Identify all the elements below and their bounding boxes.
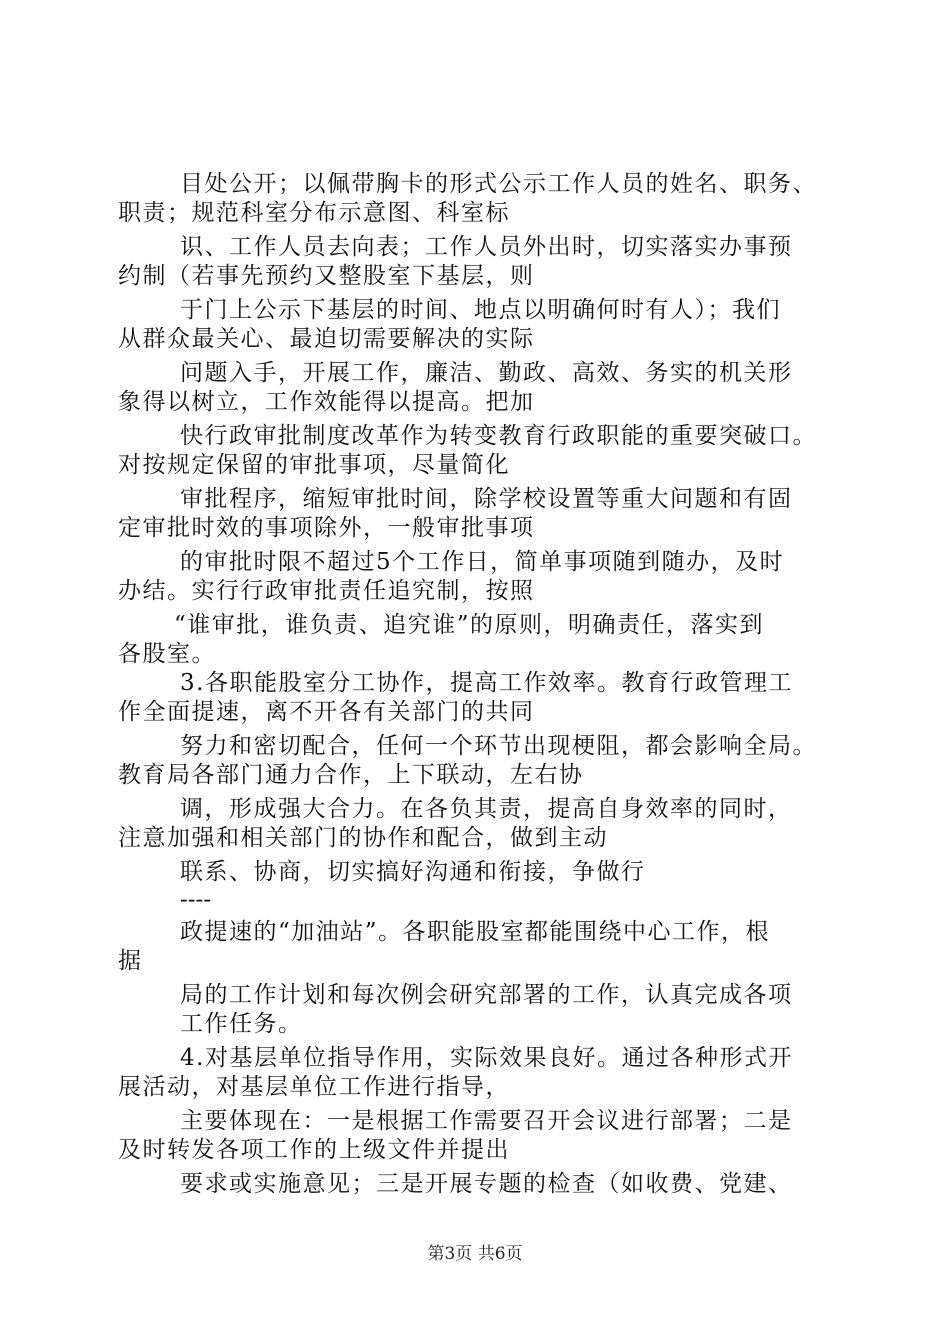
- text-line: 快行政审批制度改革作为转变教育行政职能的重要突破口。: [180, 423, 817, 449]
- text-line: 目处公开；以佩带胸卡的形式公示工作人员的姓名、职务、: [180, 171, 817, 197]
- text-line: 主要体现在：一是根据工作需要召开会议进行部署；二是: [180, 1108, 793, 1134]
- text-line: 3.各职能股室分工协作，提高工作效率。教育行政管理工: [180, 670, 793, 696]
- body-text: [118, 170, 838, 1199]
- text-line: 象得以树立，工作效能得以提高。把加: [118, 389, 535, 415]
- text-line: “谁审批，谁负责、追究谁”的原则，明确责任，落实到: [174, 612, 765, 638]
- text-line: 从群众最关心、最迫切需要解决的实际: [118, 326, 535, 352]
- dash-separator: ----: [180, 887, 212, 913]
- text-line: 作全面提速，离不开各有关部门的共同: [118, 699, 535, 725]
- text-line: 展活动，对基层单位工作进行指导，: [118, 1074, 510, 1100]
- text-line: 4.对基层单位指导作用，实际效果良好。通过各种形式开: [180, 1045, 793, 1071]
- text-line: 据: [118, 948, 143, 974]
- text-line: 联系、协商，切实搞好沟通和衔接，争做行: [180, 859, 646, 885]
- text-line: 局的工作计划和每次例会研究部署的工作，认真完成各项: [180, 982, 793, 1008]
- text-line: 约制（若事先预约又整股室下基层，则: [118, 263, 535, 289]
- page-footer: [0, 1243, 950, 1265]
- text-line: 政提速的“加油站”。各职能股室都能围绕中心工作，根: [180, 919, 771, 945]
- text-line: 审批程序，缩短审批时间，除学校设置等重大问题和有固: [180, 486, 793, 512]
- text-line: 于门上公示下基层的时间、地点以明确何时有人）；我们: [180, 297, 781, 323]
- text-line: 各股室。: [118, 641, 216, 667]
- text-line: 要求或实施意见；三是开展专题的检查（如收费、党建、: [180, 1171, 793, 1197]
- text-line: 办结。实行行政审批责任追究制，按照: [118, 578, 535, 604]
- text-line: 对按规定保留的审批事项，尽量简化: [118, 452, 510, 478]
- text-line: 工作任务。: [180, 1011, 303, 1037]
- text-line: 的审批时限不超过5个工作日，简单事项随到随办，及时: [180, 549, 785, 575]
- text-line: 调，形成强大合力。在各负其责，提高自身效率的同时，: [180, 796, 793, 822]
- text-line: 识、工作人员去向表；工作人员外出时，切实落实办事预: [180, 234, 793, 260]
- page-number: 第3页 共6页: [427, 1244, 523, 1264]
- text-line: 教育局各部门通力合作，上下联动，左右协: [118, 762, 584, 788]
- text-line: 定审批时效的事项除外，一般审批事项: [118, 515, 535, 541]
- text-line: 注意加强和相关部门的协作和配合，做到主动: [118, 825, 608, 851]
- text-line: 努力和密切配合，任何一个环节出现梗阻，都会影响全局。: [180, 733, 817, 759]
- text-line: 问题入手，开展工作，廉洁、勤政、高效、务实的机关形: [180, 360, 793, 386]
- text-line: 职责；规范科室分布示意图、科室标: [118, 200, 510, 226]
- text-line: 及时转发各项工作的上级文件并提出: [118, 1137, 510, 1163]
